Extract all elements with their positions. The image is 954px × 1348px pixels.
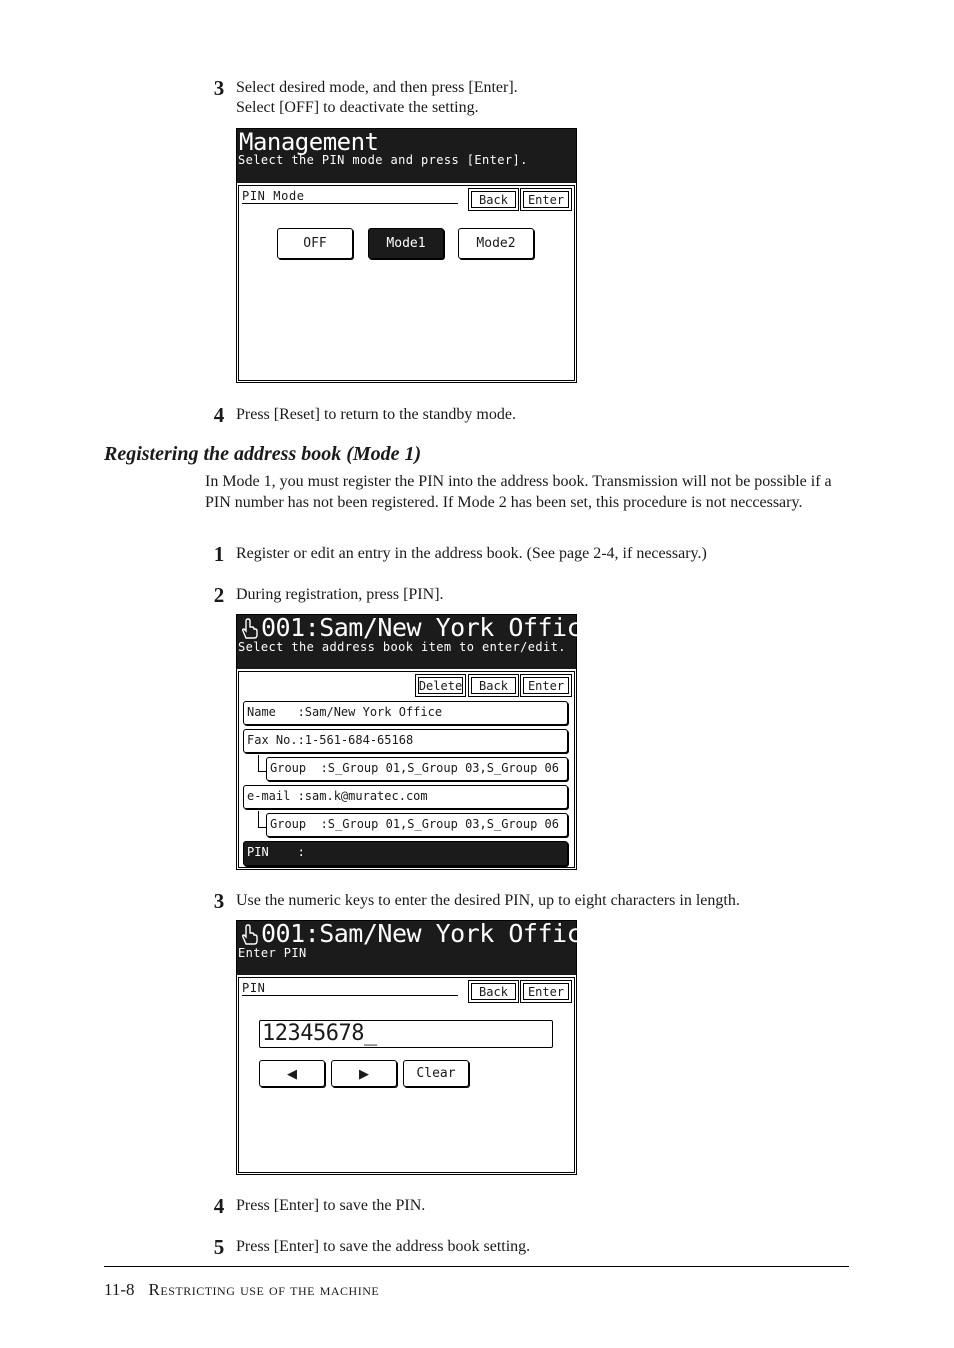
step-text-line1: Select desired mode, and then press [Enter]. — [236, 79, 518, 96]
step-number: 3 — [213, 76, 225, 100]
step-text: Press [Reset] to return to the standby mode. — [236, 406, 516, 423]
screen-body — [238, 671, 575, 868]
back-button[interactable] — [468, 674, 519, 697]
enter-button[interactable] — [520, 980, 572, 1003]
back-button[interactable] — [468, 188, 519, 211]
left-arrow-icon: ◀ — [287, 1065, 297, 1081]
screen-subtitle: Select the address book item to enter/edit. — [238, 640, 566, 654]
step-number: 5 — [213, 1235, 225, 1259]
screen-body — [238, 977, 575, 1173]
back-button-label: Back — [471, 983, 516, 1000]
name-field[interactable]: Name :Sam/New York Office — [243, 701, 568, 725]
section-intro: In Mode 1, you must register the PIN into the address book. Transmission will not be possible if a PIN number has not been registered. If Mode 2 has been set, this procedure is not neccessary. — [205, 473, 832, 511]
fax-group-field[interactable]: Group :S_Group 01,S_Group 03,S_Group 06 — [266, 757, 568, 781]
clear-button[interactable]: Clear — [403, 1060, 469, 1087]
step-number: 2 — [213, 583, 225, 607]
screen-title: 001:Sam/New York Office — [261, 613, 596, 642]
screen-subtitle: Select the PIN mode and press [Enter]. — [238, 153, 528, 167]
back-button-label: Back — [471, 191, 516, 208]
step-text: Press [Enter] to save the PIN. — [236, 1197, 426, 1214]
step-text-line2: Select [OFF] to deactivate the setting. — [236, 99, 479, 116]
mode-off-button[interactable]: OFF — [277, 228, 353, 259]
delete-button[interactable] — [415, 674, 466, 697]
cursor-right-button[interactable] — [331, 1060, 397, 1087]
delete-button-label: Delete — [418, 678, 463, 693]
pin-input[interactable]: 12345678_ — [259, 1020, 553, 1048]
step-number: 3 — [213, 889, 225, 913]
address-book-screen — [236, 613, 596, 870]
right-arrow-icon: ▶ — [359, 1065, 369, 1081]
email-field[interactable]: e-mail :sam.k@muratec.com — [243, 785, 568, 809]
hand-pointer-icon — [240, 618, 260, 640]
step-number: 4 — [213, 1194, 225, 1218]
step-text: During registration, press [PIN]. — [236, 586, 444, 603]
screen-header — [237, 919, 596, 975]
enter-pin-screen — [236, 919, 596, 1175]
screen-body — [238, 185, 575, 381]
screen-title: 001:Sam/New York Office — [261, 919, 596, 948]
step-number: 4 — [213, 403, 225, 427]
step-text: Press [Enter] to save the address book setting. — [236, 1238, 531, 1255]
enter-button-label: Enter — [523, 677, 569, 694]
back-button[interactable] — [468, 980, 519, 1003]
enter-button[interactable] — [520, 674, 572, 697]
screen-header — [237, 613, 596, 669]
page-footer — [104, 1279, 379, 1301]
screen-title: Management — [239, 128, 379, 156]
enter-button-label: Enter — [523, 191, 569, 208]
step-text: Register or edit an entry in the address book. (See page 2-4, if necessary.) — [236, 545, 707, 562]
page-number: 11-8 — [104, 1280, 135, 1299]
step-text: Use the numeric keys to enter the desired PIN, up to eight characters in length. — [236, 892, 740, 909]
enter-button[interactable] — [520, 188, 572, 211]
email-group-field[interactable]: Group :S_Group 01,S_Group 03,S_Group 06 — [266, 813, 568, 837]
mode1-button[interactable]: Mode1 — [368, 228, 444, 259]
fax-number-field[interactable]: Fax No.:1-561-684-65168 — [243, 729, 568, 753]
cursor-left-button[interactable] — [259, 1060, 325, 1087]
management-screen — [236, 128, 577, 383]
screen-subtitle: Enter PIN — [238, 946, 307, 960]
section-heading: Registering the address book (Mode 1) — [104, 443, 422, 465]
mode2-button[interactable]: Mode2 — [458, 228, 534, 259]
footer-rule — [104, 1266, 849, 1267]
pin-field[interactable]: PIN : — [243, 841, 568, 866]
hand-pointer-icon — [240, 924, 260, 946]
screen-header — [237, 129, 576, 183]
pin-mode-label: PIN Mode — [242, 189, 458, 204]
step-number: 1 — [213, 542, 225, 566]
pin-label: PIN — [242, 981, 458, 996]
enter-button-label: Enter — [523, 983, 569, 1000]
chapter-title: Restricting use of the machine — [148, 1280, 380, 1299]
back-button-label: Back — [471, 677, 516, 694]
